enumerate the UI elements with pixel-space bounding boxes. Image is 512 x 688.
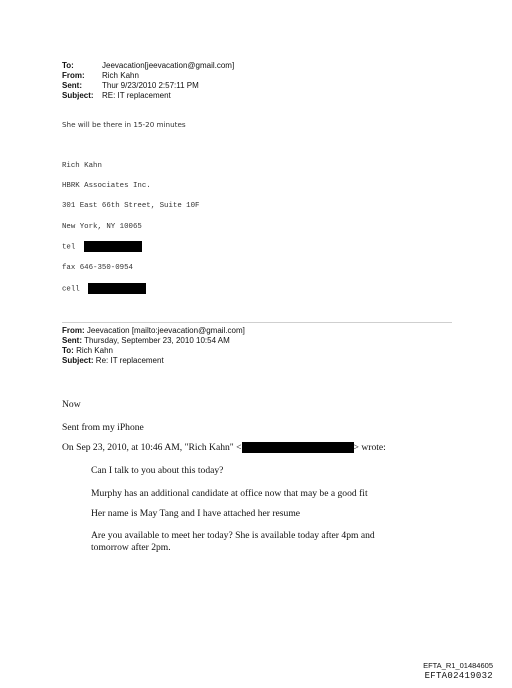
quoted-from: From: Jeevacation [mailto:jeevacation@gmail.com]: [62, 326, 245, 335]
divider: [62, 322, 452, 323]
quoted-to: To: Rich Kahn: [62, 346, 113, 355]
quoted-q3: Her name is May Tang and I have attached her resume: [91, 508, 301, 519]
quoted-q1: Can I talk to you about this today?: [91, 465, 224, 476]
header-subject: Subject: RE: IT replacement: [62, 91, 171, 100]
redaction-box: [84, 241, 142, 252]
signature-fax: fax 646-350-0954: [62, 264, 133, 272]
quoted-subject: Subject: Re: IT replacement: [62, 356, 164, 365]
signature-name: Rich Kahn: [62, 162, 102, 170]
quoted-q4b: tomorrow after 2pm.: [91, 542, 171, 553]
footer-id2: EFTA02419032: [424, 671, 493, 681]
quoted-q2: Murphy has an additional candidate at office now that may be a good fit: [91, 488, 368, 499]
redaction-box: [242, 442, 354, 453]
footer-id1: EFTA_R1_01484605: [423, 661, 493, 670]
signature-address1: 301 East 66th Street, Suite 10F: [62, 202, 200, 210]
signature-cell: cell: [62, 283, 146, 294]
header-from: From: Rich Kahn: [62, 71, 139, 80]
quoted-on-line: On Sep 23, 2010, at 10:46 AM, "Rich Kahn" < > wrote:: [62, 442, 386, 453]
signature-tel: tel: [62, 241, 142, 252]
quoted-line-now: Now: [62, 399, 81, 410]
quoted-q4a: Are you available to meet her today? She is available today after 4pm and: [91, 530, 375, 541]
email-header: [62, 61, 234, 101]
header-sent: Sent: Thur 9/23/2010 2:57:11 PM: [62, 81, 199, 90]
quoted-sent: Sent: Thursday, September 23, 2010 10:54 AM: [62, 336, 230, 345]
signature-company: HBRK Associates Inc.: [62, 182, 151, 190]
signature-address2: New York, NY 10065: [62, 223, 142, 231]
redaction-box: [88, 283, 146, 294]
quoted-header: [62, 326, 245, 366]
quoted-line-iphone: Sent from my iPhone: [62, 422, 144, 433]
reply-body: She will be there in 15-20 minutes: [62, 120, 186, 129]
header-to: To: Jeevacation[jeevacation@gmail.com]: [62, 61, 235, 70]
